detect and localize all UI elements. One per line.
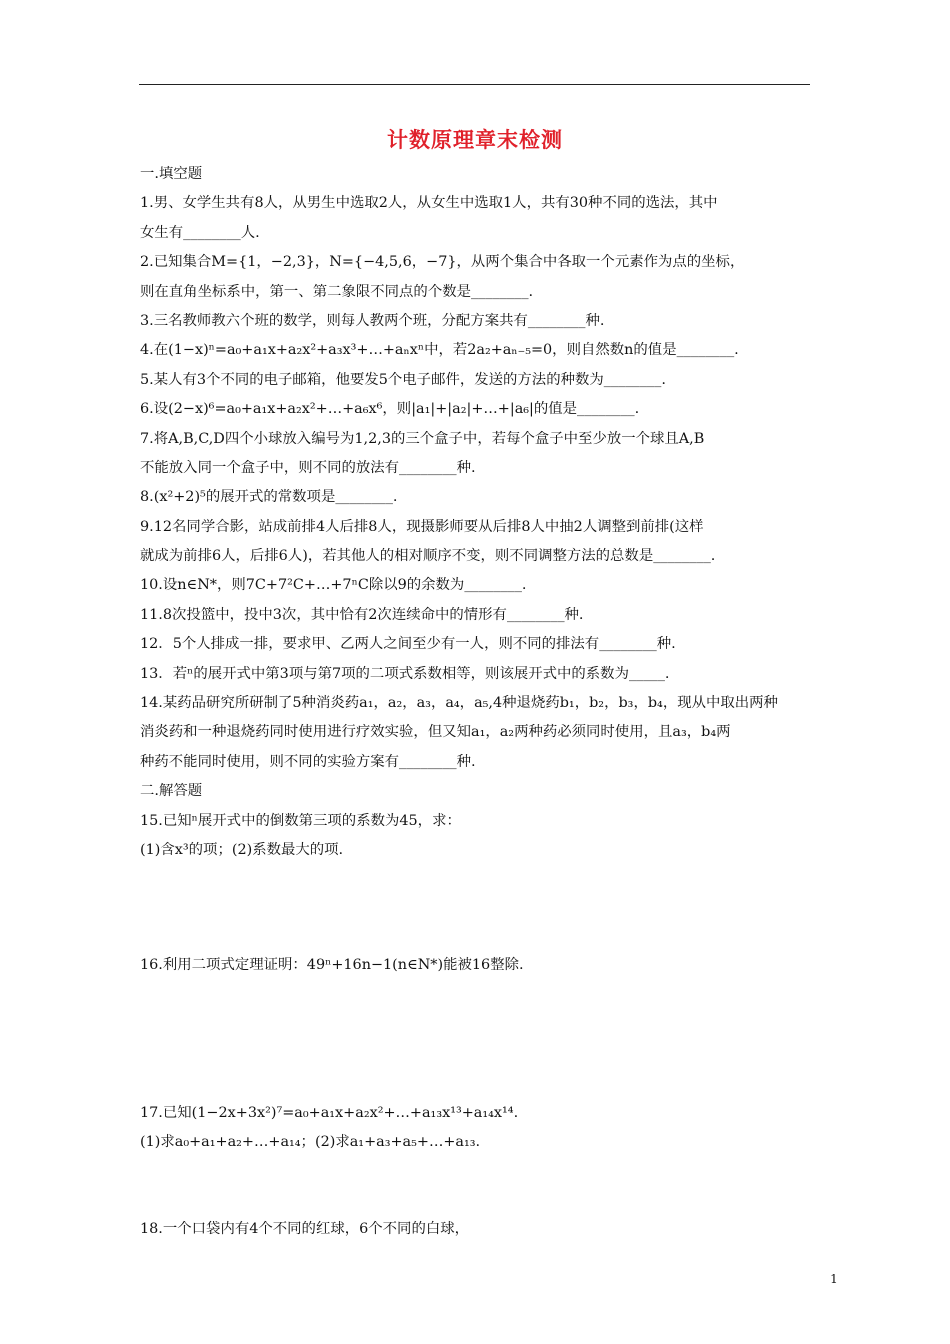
header-rule	[139, 84, 810, 85]
answer-space	[140, 865, 812, 951]
question-line: 14.某药品研究所研制了5种消炎药a₁，a₂，a₃，a₄，a₅,4种退烧药b₁，b₂，b₃，b₄，现从中取出两种	[140, 695, 778, 712]
question-line: 则在直角坐标系中，第一、第二象限不同点的个数是________.	[140, 283, 534, 300]
question-line: 11.8次投篮中，投中3次，其中恰有2次连续命中的情形有________种.	[140, 606, 584, 623]
question-line: 3.三名教师教六个班的数学，则每人教两个班，分配方案共有________种.	[140, 312, 605, 329]
question-line: 消炎药和一种退烧药同时使用进行疗效实验，但又知a₁，a₂两种药必须同时使用，且a₃，b₄两	[140, 724, 731, 741]
question-line: 不能放入同一个盒子中，则不同的放法有________种.	[140, 459, 476, 476]
document-body	[140, 160, 812, 1244]
question-line: 1.男、女学生共有8人，从男生中选取2人，从女生中选取1人，共有30种不同的选法，其中	[140, 195, 718, 212]
question-line: 2.已知集合M={1，−2,3}，N={−4,5,6，−7}，从两个集合中各取一个元素作为点的坐标，	[140, 254, 745, 271]
question-17-line: (1)求a₀+a₁+a₂+…+a₁₄；(2)求a₁+a₃+a₅+…+a₁₃.	[140, 1134, 481, 1151]
answer-space	[140, 1158, 812, 1215]
question-line: 6.设(2−x)⁶=a₀+a₁x+a₂x²+…+a₆x⁶，则|a₁|+|a₂|+…+|a₆|的值是________.	[140, 401, 640, 418]
question-15-line: (1)含x³的项；(2)系数最大的项.	[140, 841, 344, 858]
question-line: 13．若ⁿ的展开式中第3项与第7项的二项式系数相等，则该展开式中的系数为_____.	[140, 665, 670, 682]
question-line: 9.12名同学合影，站成前排4人后排8人，现摄影师要从后排8人中抽2人调整到前排(这样	[140, 518, 704, 535]
question-line: 8.(x²+2)⁵的展开式的常数项是________.	[140, 489, 398, 506]
question-line: 5.某人有3个不同的电子邮箱，他要发5个电子邮件，发送的方法的种数为________.	[140, 371, 666, 388]
question-line: 就成为前排6人，后排6人)，若其他人的相对顺序不变，则不同调整方法的总数是________.	[140, 548, 716, 565]
question-18: 18.一个口袋内有4个不同的红球，6个不同的白球，	[140, 1220, 470, 1237]
question-16: 16.利用二项式定理证明：49ⁿ+16n−1(n∈N*)能被16整除.	[140, 957, 524, 974]
question-17-line: 17.已知(1−2x+3x²)⁷=a₀+a₁x+a₂x²+…+a₁₃x¹³+a₁₄x¹⁴.	[140, 1104, 519, 1121]
question-line: 7.将A,B,C,D四个小球放入编号为1,2,3的三个盒子中，若每个盒子中至少放一个球且A,B	[140, 430, 705, 447]
question-line: 10.设n∈N*，则7C+7²C+…+7ⁿC除以9的余数为________.	[140, 577, 527, 594]
section-heading-fill-in: 一.填空题	[140, 166, 203, 182]
page-title: 计数原理章末检测	[387, 127, 563, 152]
question-line: 4.在(1−x)ⁿ=a₀+a₁x+a₂x²+a₃x³+…+aₙxⁿ中，若2a₂+aₙ₋₅=0，则自然数n的值是________.	[140, 342, 739, 359]
section-heading-answer: 二.解答题	[140, 783, 203, 800]
question-15-line: 15.已知ⁿ展开式中的倒数第三项的系数为45，求：	[140, 812, 461, 829]
answer-space	[140, 981, 812, 1099]
question-line: 女生有________人.	[140, 224, 260, 241]
question-line: 种药不能同时使用，则不同的实验方案有________种.	[140, 753, 476, 770]
page-number: 1	[830, 1272, 838, 1286]
question-line: 12．5个人排成一排，要求甲、乙两人之间至少有一人，则不同的排法有________种.	[140, 636, 676, 653]
